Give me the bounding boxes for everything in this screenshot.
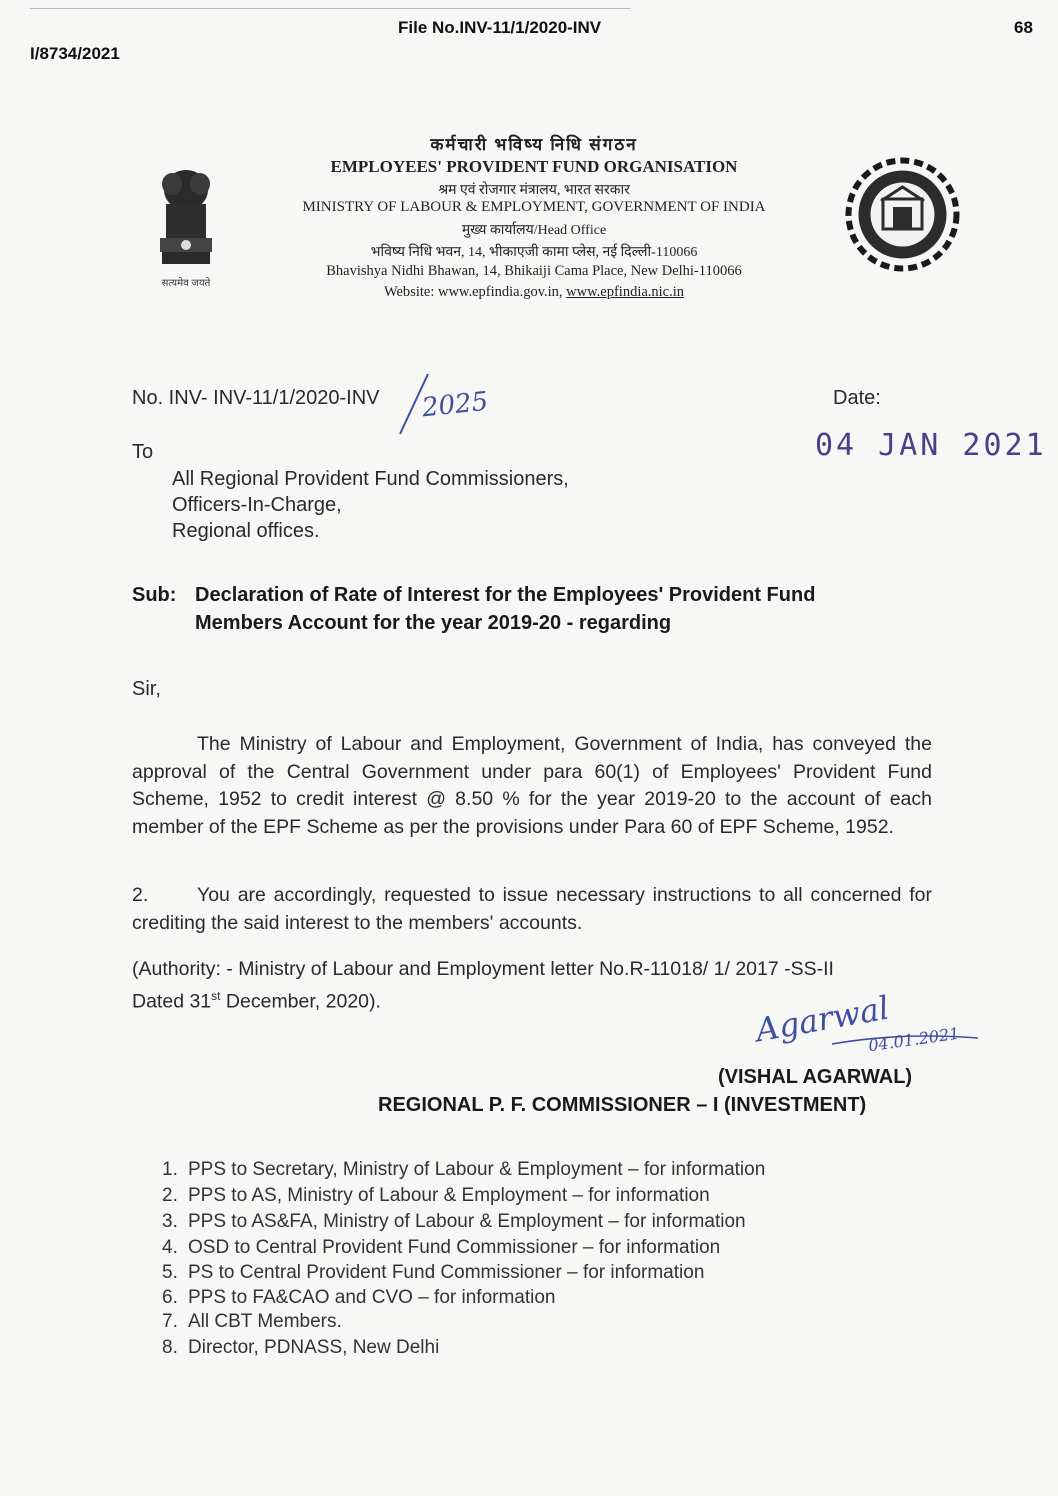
file-number: File No.INV-11/1/2020-INV — [398, 18, 602, 37]
signature: Agarwal — [752, 988, 892, 1050]
epfo-logo — [845, 157, 960, 272]
paragraph-1: The Ministry of Labour and Employment, Government of India, has conveyed the approval of the Central Government under para 60(1) of Employees' Provident Fund Scheme, 1952 to credit interest @ 8.50 % for the year 2019-20 to the account of each member of the EPF Scheme as per the provisions under Para 60 of EPF Scheme, 1952. — [132, 733, 932, 838]
subject-line-1: Declaration of Rate of Interest for the Employees' Provident Fund — [195, 584, 816, 606]
authority-date-post: December, 2020). — [220, 990, 381, 1013]
address-hindi: भविष्य निधि भवन, 14, भीकाएजी कामा प्लेस, नई दिल्ली-110066 — [370, 245, 698, 260]
subject-label: Sub: — [132, 584, 177, 606]
date-label: Date: — [833, 387, 881, 409]
list-item: 1. PPS to Secretary, Ministry of Labour & Employment – for information — [162, 1159, 766, 1180]
list-item: 2. PPS to AS, Ministry of Labour & Employment – for information — [162, 1185, 710, 1206]
to-label: To — [132, 441, 154, 463]
letter-number-handwritten: 2025 — [420, 386, 490, 424]
emblem-motto: सत्यमेव जयते — [161, 278, 211, 289]
recipient-line: Officers-In-Charge, — [172, 494, 342, 516]
authority-date-pre: Dated 31 — [132, 990, 212, 1013]
website-prefix: Website: www.epfindia.gov.in, — [383, 284, 567, 300]
page-number: 68 — [1014, 18, 1033, 37]
authority-line-1: (Authority: - Ministry of Labour and Employment letter No.R-11018/ 1/ 2017 -SS-II — [132, 958, 834, 980]
website-link[interactable]: www.epfindia.nic.in — [566, 284, 685, 300]
address-english: Bhavishya Nidhi Bhawan, 14, Bhikaiji Cama Place, New Delhi-110066 — [326, 263, 742, 279]
list-item: 5. PS to Central Provident Fund Commissioner – for information — [162, 1262, 705, 1283]
recipient-line: All Regional Provident Fund Commissioners, — [172, 468, 569, 490]
org-name-hindi: कर्मचारी भविष्य निधि संगठन — [430, 135, 638, 154]
authority-line-2 — [132, 983, 381, 1016]
list-item: 4. OSD to Central Provident Fund Commissioner – for information — [162, 1237, 721, 1258]
ministry-english: MINISTRY OF LABOUR & EMPLOYMENT, GOVERNMENT OF INDIA — [302, 199, 766, 215]
list-item: 8. Director, PDNASS, New Delhi — [162, 1337, 440, 1358]
paragraph-2-number: 2. — [132, 884, 149, 906]
authority-date-sup: st — [211, 989, 221, 1003]
subject-line-2: Members Account for the year 2019-20 - regarding — [195, 612, 672, 634]
receipt-number: I/8734/2021 — [30, 44, 120, 63]
date-stamp: 04 JAN 2021 — [815, 428, 1047, 463]
org-name-english: EMPLOYEES' PROVIDENT FUND ORGANISATION — [330, 157, 738, 176]
list-item: 6. PPS to FA&CAO and CVO – for information — [162, 1287, 556, 1308]
epfo-seal-icon — [845, 157, 960, 272]
letter-number: No. INV- INV-11/1/2020-INV — [132, 387, 380, 409]
signatory-name: (VISHAL AGARWAL) — [718, 1066, 913, 1088]
list-item: 3. PPS to AS&FA, Ministry of Labour & Employment – for information — [162, 1211, 746, 1232]
ministry-hindi: श्रम एवं रोजगार मंत्रालय, भारत सरकार — [438, 183, 630, 198]
signature-date: 04.01.2021 — [867, 1023, 961, 1056]
recipients-block — [172, 466, 569, 544]
paragraph-2-text: You are accordingly, requested to issue necessary instructions to all concerned for crediting the said interest to the members' accounts. — [132, 884, 932, 934]
salutation: Sir, — [132, 678, 161, 700]
list-item: 7. All CBT Members. — [162, 1311, 342, 1332]
paragraph-2 — [132, 882, 932, 937]
website-line — [170, 284, 898, 301]
scan-top-line — [30, 8, 630, 9]
head-office: मुख्य कार्यालय/Head Office — [461, 223, 607, 238]
recipient-line: Regional offices. — [172, 520, 320, 542]
signatory-title: REGIONAL P. F. COMMISSIONER – I (INVESTMENT) — [378, 1094, 867, 1116]
